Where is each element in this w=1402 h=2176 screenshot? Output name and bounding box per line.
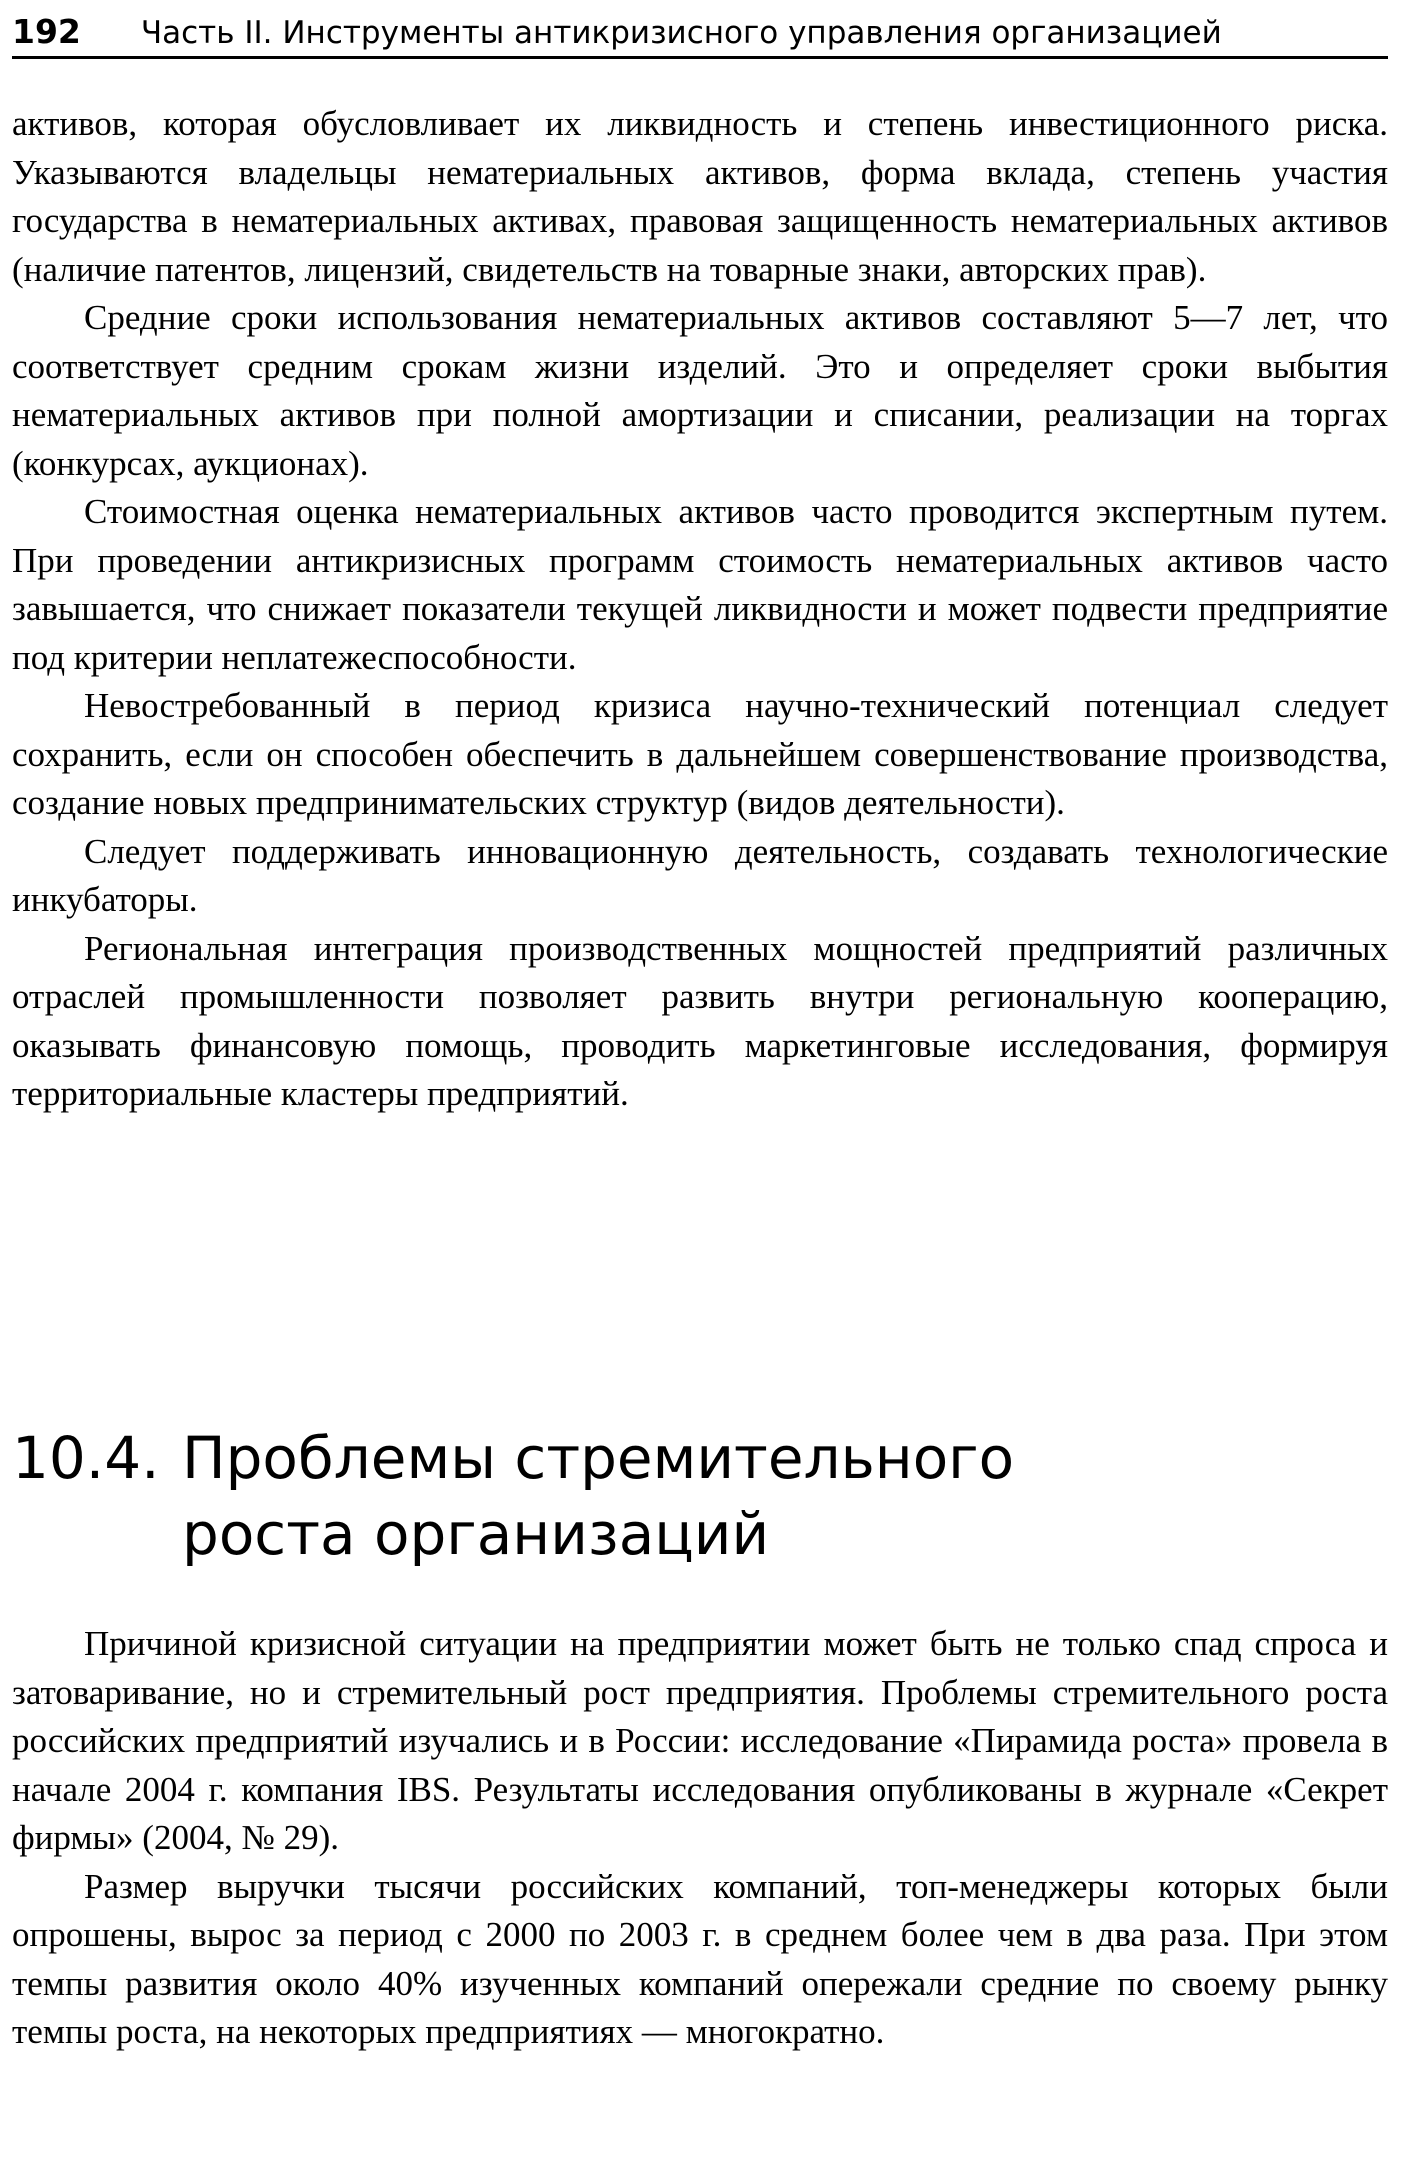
section-number: 10.4. <box>12 1424 160 1492</box>
section-title-line2: роста организаций <box>182 1500 770 1568</box>
page-number: 192 <box>12 12 81 51</box>
running-header-title: Часть II. Инструменты антикризисного управления организацией <box>140 15 1222 51</box>
paragraph: Следует поддерживать инновационную деятельность, создавать технологические инкубаторы. <box>12 831 1388 919</box>
paragraph: Причиной кризисной ситуации на предприятии может быть не только спад спроса и затоваривание, но и стремительный рост предприятия. Проблемы стремительного роста российских предприятий изучались и в России: исследование «Пирамида роста» провела в начале 2004 г. компания IBS. Результаты исследования опубликованы в журнале «Секрет фирмы» (2004, № 29). <box>12 1624 1388 1857</box>
body-text-top <box>12 100 1388 1119</box>
body-text-bottom <box>12 1620 1388 2057</box>
paragraph: Невостребованный в период кризиса научно-технический потенциал следует сохранить, если он способен обеспечить в дальнейшем совершенствование производства, создание новых предпринимательских структур (видов деятельности). <box>12 686 1388 822</box>
section-title-line1: Проблемы стремительного <box>182 1424 1015 1492</box>
section-heading <box>12 1420 1388 1572</box>
paragraph: Региональная интеграция производственных мощностей предприятий различных отраслей промышленности позволяет развить внутри региональную кооперацию, оказывать финансовую помощь, проводить маркетинговые исследования, формируя территориальные кластеры предприятий. <box>12 928 1388 1113</box>
paragraph: Средние сроки использования нематериальных активов составляют 5—7 лет, что соответствует средним срокам жизни изделий. Это и определяет сроки выбытия нематериальных активов при полной амортизации и списании, реализации на торгах (конкурсах, аукционах). <box>12 298 1388 483</box>
book-page <box>12 0 1388 2176</box>
running-header <box>12 8 1388 59</box>
paragraph: Размер выручки тысячи российских компаний, топ-менеджеры которых были опрошены, вырос за период с 2000 по 2003 г. в среднем более чем в два раза. При этом темпы развития около 40% изученных компаний опережали средние по своему рынку темпы роста, на некоторых предприятиях — многократно. <box>12 1866 1388 2051</box>
paragraph: Стоимостная оценка нематериальных активов часто проводится экспертным путем. При проведении антикризисных программ стоимость нематериальных активов часто завышается, что снижает показатели текущей ликвидности и может подвести предприятие под критерии неплатежеспособности. <box>12 492 1388 677</box>
paragraph: активов, которая обусловливает их ликвидность и степень инвестиционного риска. Указываются владельцы нематериальных активов, форма вклада, степень участия государства в нематериальных активах, правовая защищенность нематериальных активов (наличие патентов, лицензий, свидетельств на товарные знаки, авторских прав). <box>12 104 1388 289</box>
